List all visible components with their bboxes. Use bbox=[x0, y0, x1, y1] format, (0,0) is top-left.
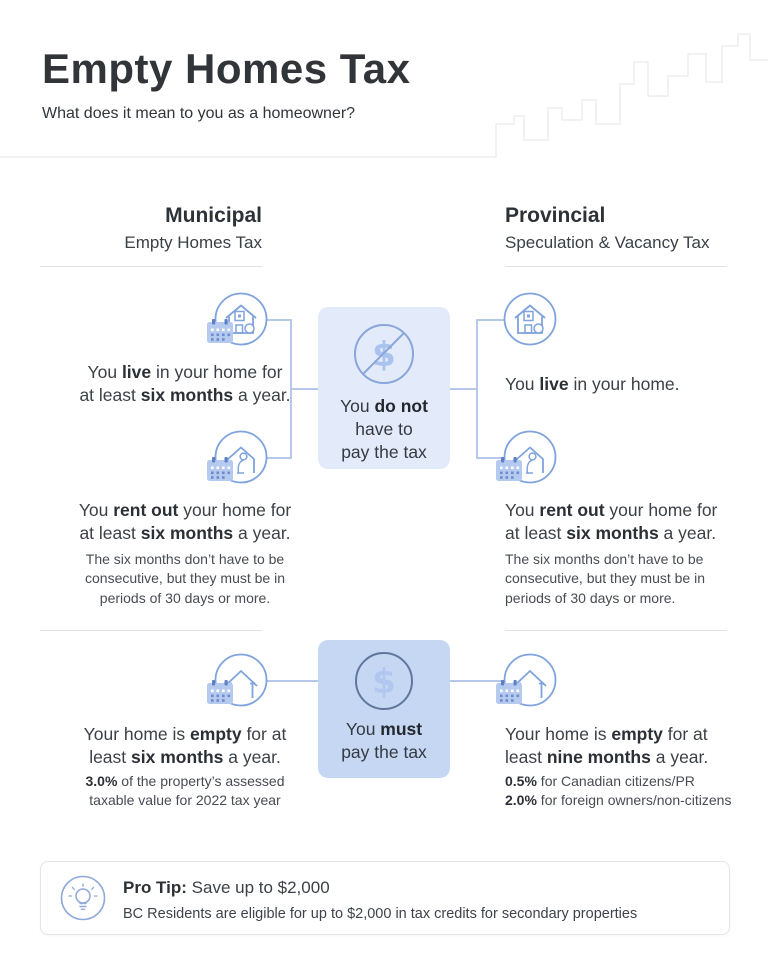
calendar-glyph bbox=[496, 457, 522, 481]
provincial-column-header bbox=[505, 203, 745, 253]
must-pay-outcome-text: You must pay the tax bbox=[341, 719, 427, 762]
city-skyline-icon bbox=[0, 20, 768, 165]
municipal-title: Municipal bbox=[165, 204, 262, 227]
provincial-empty-text: Your home is empty for at least nine months a year. bbox=[505, 724, 709, 767]
pro-tip-title: Pro Tip: Save up to $2,000 bbox=[123, 878, 330, 897]
municipal-header-divider bbox=[40, 266, 262, 267]
crossed-dollar-icon bbox=[351, 321, 417, 387]
provincial-rate-note: 0.5% for Canadian citizens/PR 2.0% for foreign owners/non-citizens bbox=[505, 773, 732, 809]
municipal-live-text: You live in your home for at least six months a year. bbox=[79, 362, 291, 405]
municipal-empty-text: Your home is empty for at least six months a year. bbox=[83, 724, 287, 767]
house-resident-icon bbox=[495, 292, 559, 350]
provincial-rent-note: The six months don’t have to be consecutive, but they must be in periods of 30 days or more. bbox=[505, 551, 705, 606]
empty-house-calendar-icon bbox=[495, 653, 559, 711]
municipal-tax-name: Empty Homes Tax bbox=[124, 233, 262, 253]
no-tax-outcome-text: You do not have to pay the tax bbox=[340, 396, 428, 462]
calendar-glyph bbox=[207, 457, 233, 481]
provincial-live-text: You live in your home. bbox=[505, 374, 680, 394]
calendar-glyph bbox=[207, 680, 233, 704]
pro-tip-card bbox=[40, 861, 730, 935]
provincial-title: Provincial bbox=[505, 204, 606, 227]
provincial-header-divider bbox=[505, 266, 727, 267]
connector-line bbox=[266, 680, 318, 682]
calendar-glyph bbox=[207, 319, 233, 343]
svg-text:$: $ bbox=[372, 335, 396, 375]
municipal-section-divider bbox=[40, 630, 262, 631]
provincial-rent-text: You rent out your home for at least six months a year. bbox=[505, 500, 718, 543]
house-tenant-calendar-icon bbox=[495, 430, 559, 488]
municipal-rent-text: You rent out your home for at least six months a year. bbox=[78, 500, 292, 543]
provincial-tax-name: Speculation & Vacancy Tax bbox=[505, 233, 710, 253]
calendar-glyph bbox=[496, 680, 522, 704]
house-tenant-calendar-icon bbox=[206, 430, 270, 488]
provincial-section-divider bbox=[505, 630, 727, 631]
lightbulb-icon bbox=[59, 874, 107, 922]
house-resident-calendar-icon bbox=[206, 292, 270, 350]
pro-tip-body: BC Residents are eligible for up to $2,000 in tax credits for secondary properties bbox=[123, 906, 638, 922]
municipal-column-header bbox=[40, 203, 262, 253]
connector-line bbox=[450, 388, 478, 390]
svg-text:$: $ bbox=[372, 662, 396, 702]
empty-house-calendar-icon bbox=[206, 653, 270, 711]
connector-line bbox=[476, 319, 478, 459]
municipal-rent-note: The six months don’t have to be consecutive, but they must be in periods of 30 days or more. bbox=[85, 551, 285, 606]
no-tax-outcome-box bbox=[318, 307, 450, 469]
municipal-rate-note: 3.0% of the property’s assessed taxable value for 2022 tax year bbox=[85, 773, 285, 809]
page-subtitle: What does it mean to you as a homeowner? bbox=[42, 105, 356, 122]
dollar-icon bbox=[353, 650, 415, 712]
page-title: Empty Homes Tax bbox=[42, 45, 411, 92]
must-pay-outcome-box bbox=[318, 640, 450, 778]
